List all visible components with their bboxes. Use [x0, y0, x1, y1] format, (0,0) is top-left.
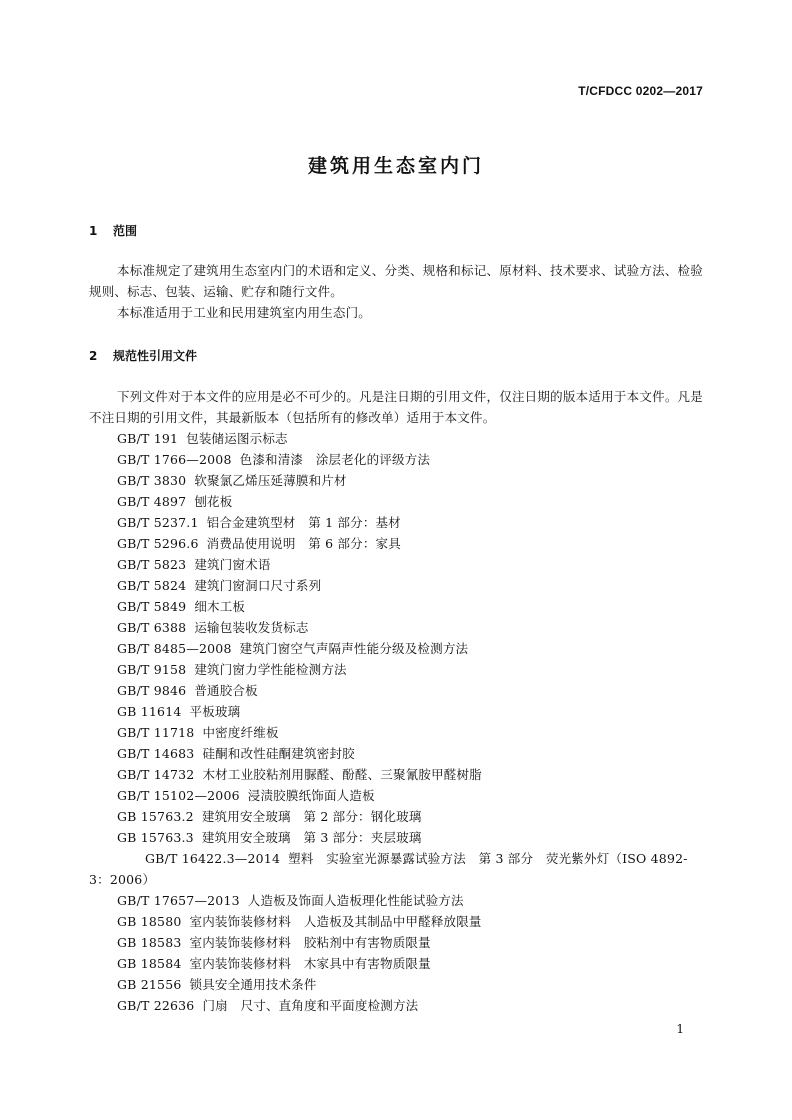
reference-code: GB/T 3830 [117, 473, 187, 488]
reference-item [89, 785, 703, 806]
reference-code: GB/T 6388 [117, 620, 187, 635]
section-heading-normative-references [89, 347, 197, 364]
reference-title: 浸渍胶膜纸饰面人造板 [247, 788, 375, 803]
reference-code: GB/T 4897 [117, 494, 187, 509]
reference-code: GB/T 22636 [117, 998, 195, 1013]
reference-title: 室内装饰装修材料 胶粘剂中有害物质限量 [189, 935, 431, 950]
reference-code: GB/T 5296.6 [117, 536, 199, 551]
reference-title: 普通胶合板 [194, 683, 258, 698]
reference-code: GB 21556 [117, 977, 182, 992]
reference-item [89, 953, 703, 974]
reference-code: GB/T 5823 [117, 557, 187, 572]
reference-item [89, 806, 703, 827]
reference-code: GB/T 15102—2006 [117, 788, 240, 803]
reference-item [89, 491, 703, 512]
reference-code: GB/T 8485—2008 [117, 641, 232, 656]
reference-title: 建筑门窗洞口尺寸系列 [194, 578, 322, 593]
reference-item [89, 827, 703, 848]
reference-item [89, 638, 703, 659]
reference-title: 刨花板 [194, 494, 233, 509]
reference-item [89, 533, 703, 554]
references-intro-paragraph: 下列文件对于本文件的应用是必不可少的。凡是注日期的引用文件，仅注日期的版本适用于本文件。凡是不注日期的引用文件，其最新版本（包括所有的修改单）适用于本文件。 [89, 389, 703, 425]
page-number: 1 [676, 1022, 684, 1036]
reference-title: 运输包装收发货标志 [194, 620, 309, 635]
reference-code: GB 15763.3 [117, 830, 194, 845]
scope-paragraph-2: 本标准适用于工业和民用建筑室内用生态门。 [117, 305, 372, 320]
document-id: T/CFDCC 0202—2017 [578, 84, 703, 98]
reference-title: 建筑用安全玻璃 第 3 部分：夹层玻璃 [201, 830, 422, 845]
reference-title: 硅酮和改性硅酮建筑密封胶 [202, 746, 355, 761]
reference-code: GB/T 9846 [117, 683, 187, 698]
reference-title: 细木工板 [194, 599, 246, 614]
reference-item [89, 512, 703, 533]
section-number: 2 [89, 349, 98, 363]
reference-code: GB/T 5237.1 [117, 515, 199, 530]
reference-item [89, 701, 703, 722]
reference-code: GB/T 17657—2013 [117, 893, 240, 908]
reference-item [89, 428, 703, 449]
reference-code: GB 18584 [117, 956, 182, 971]
reference-item [89, 659, 703, 680]
reference-code: GB 15763.2 [117, 809, 194, 824]
reference-title: 室内装饰装修材料 人造板及其制品中甲醛释放限量 [189, 914, 482, 929]
reference-title: 建筑门窗力学性能检测方法 [194, 662, 347, 677]
reference-code: GB/T 5849 [117, 599, 187, 614]
reference-code: GB 18580 [117, 914, 182, 929]
reference-code: GB/T 5824 [117, 578, 187, 593]
reference-title: 建筑门窗空气声隔声性能分级及检测方法 [239, 641, 469, 656]
reference-item [89, 995, 703, 1016]
scope-paragraph-1: 本标准规定了建筑用生态室内门的术语和定义、分类、规格和标记、原材料、技术要求、试验方法、检验规则、标志、包装、运输、贮存和随行文件。 [89, 263, 703, 299]
reference-item [89, 743, 703, 764]
reference-title: 室内装饰装修材料 木家具中有害物质限量 [189, 956, 431, 971]
reference-item [89, 554, 703, 575]
reference-title: 门扇 尺寸、直角度和平面度检测方法 [202, 998, 419, 1013]
reference-item [89, 722, 703, 743]
reference-code: GB/T 191 [117, 431, 179, 446]
reference-title: 消费品使用说明 第 6 部分：家具 [206, 536, 401, 551]
section-number: 1 [89, 224, 98, 238]
reference-title: 人造板及饰面人造板理化性能试验方法 [247, 893, 464, 908]
section-heading-scope [89, 222, 137, 239]
reference-title: 色漆和清漆 涂层老化的评级方法 [239, 452, 431, 467]
reference-code: GB/T 14683 [117, 746, 195, 761]
reference-code: GB/T 9158 [117, 662, 187, 677]
reference-title: 软聚氯乙烯压延薄膜和片材 [194, 473, 347, 488]
reference-code: GB/T 14732 [117, 767, 195, 782]
reference-item [89, 680, 703, 701]
reference-title: 木材工业胶粘剂用脲醛、酚醛、三聚氰胺甲醛树脂 [202, 767, 482, 782]
section-title: 范围 [113, 224, 138, 238]
reference-item [89, 848, 703, 890]
reference-item [89, 911, 703, 932]
reference-code: GB/T 11718 [117, 725, 195, 740]
reference-code: GB 11614 [117, 704, 182, 719]
reference-item [89, 449, 703, 470]
reference-title: 建筑门窗术语 [194, 557, 271, 572]
reference-title: 塑料 实验室光源暴露试验方法 第 3 部分 荧光紫外灯（ISO 4892-3：2006） [89, 851, 688, 887]
reference-title: 建筑用安全玻璃 第 2 部分：钢化玻璃 [201, 809, 422, 824]
reference-list [89, 428, 703, 1016]
reference-code: GB/T 1766—2008 [117, 452, 232, 467]
reference-item [89, 575, 703, 596]
page-title: 建筑用生态室内门 [307, 155, 484, 177]
reference-code: GB 18583 [117, 935, 182, 950]
reference-title: 中密度纤维板 [202, 725, 279, 740]
reference-item [89, 617, 703, 638]
reference-title: 铝合金建筑型材 第 1 部分：基材 [206, 515, 401, 530]
reference-item [89, 596, 703, 617]
reference-title: 包装储运图示标志 [186, 431, 288, 446]
reference-item [89, 890, 703, 911]
reference-item [89, 932, 703, 953]
reference-item [89, 974, 703, 995]
reference-item [89, 470, 703, 491]
section-title: 规范性引用文件 [113, 349, 198, 363]
reference-code: GB/T 16422.3—2014 [145, 851, 281, 866]
reference-title: 锁具安全通用技术条件 [189, 977, 317, 992]
reference-title: 平板玻璃 [189, 704, 241, 719]
reference-item [89, 764, 703, 785]
